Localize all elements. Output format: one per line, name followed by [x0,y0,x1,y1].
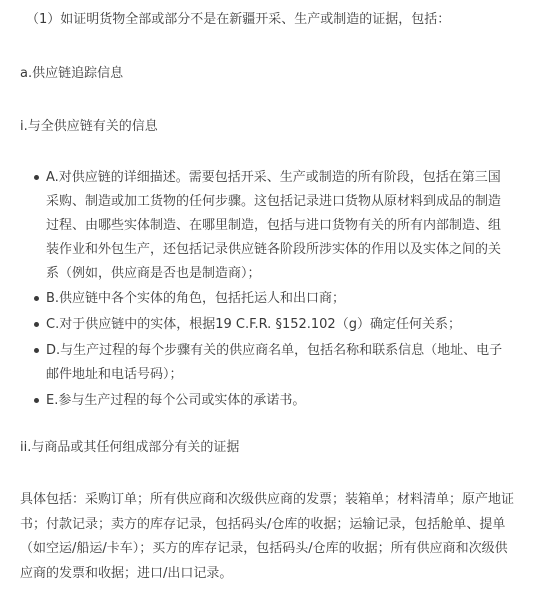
list-item-text: B.供应链中各个实体的角色，包括托运人和出口商； [46,291,346,306]
list-item-text: D.与生产过程的每个步骤有关的供应商名单，包括名称和联系信息（地址、电子邮件地址和电话号码）； [46,343,503,382]
section-ii-title: ii.与商品或其任何组成部分有关的证据 [20,440,240,455]
bullet-icon [34,398,39,403]
evidence-heading: （1）如证明货物全部或部分不是在新疆开采、生产或制造的证据，包括： [26,12,451,27]
bullet-icon [34,296,39,301]
bullet-icon [34,322,39,327]
bullet-icon [34,348,39,353]
list-item-text: E.参与生产过程的每个公司或实体的承诺书。 [46,393,306,408]
bullet-icon [34,175,39,180]
section-a-title: a.供应链追踪信息 [20,66,124,81]
list-item-text: A.对供应链的详细描述。需要包括开采、生产或制造的所有阶段，包括在第三国采购、制造或加工货物的任何步骤。这包括记录进口货物从原材料到成品的制造过程、由哪些实体制造、在哪里制造，包括与进口货物有关的所有内部制造、组装作业和外包生产，还包括记录供应链各阶段所涉实体的作用以及实体之间的关系（例如，供应商是否也是制造商）； [46,170,502,281]
evidence-body-paragraph: 具体包括：采购订单；所有供应商和次级供应商的发票；装箱单；材料清单；原产地证书；付款记录；卖方的库存记录，包括码头/仓库的收据；运输记录，包括舱单、提单（如空运/船运/卡车）；买方的库存记录，包括码头/仓库的收据；所有供应商和次级供应商的发票和收据；进口/出口记录。 [20,492,515,581]
list-item-text: C.对于供应链中的实体，根据19 C.F.R. §152.102（g）确定任何关系； [46,317,461,332]
section-i-title: i.与全供应链有关的信息 [20,119,158,134]
